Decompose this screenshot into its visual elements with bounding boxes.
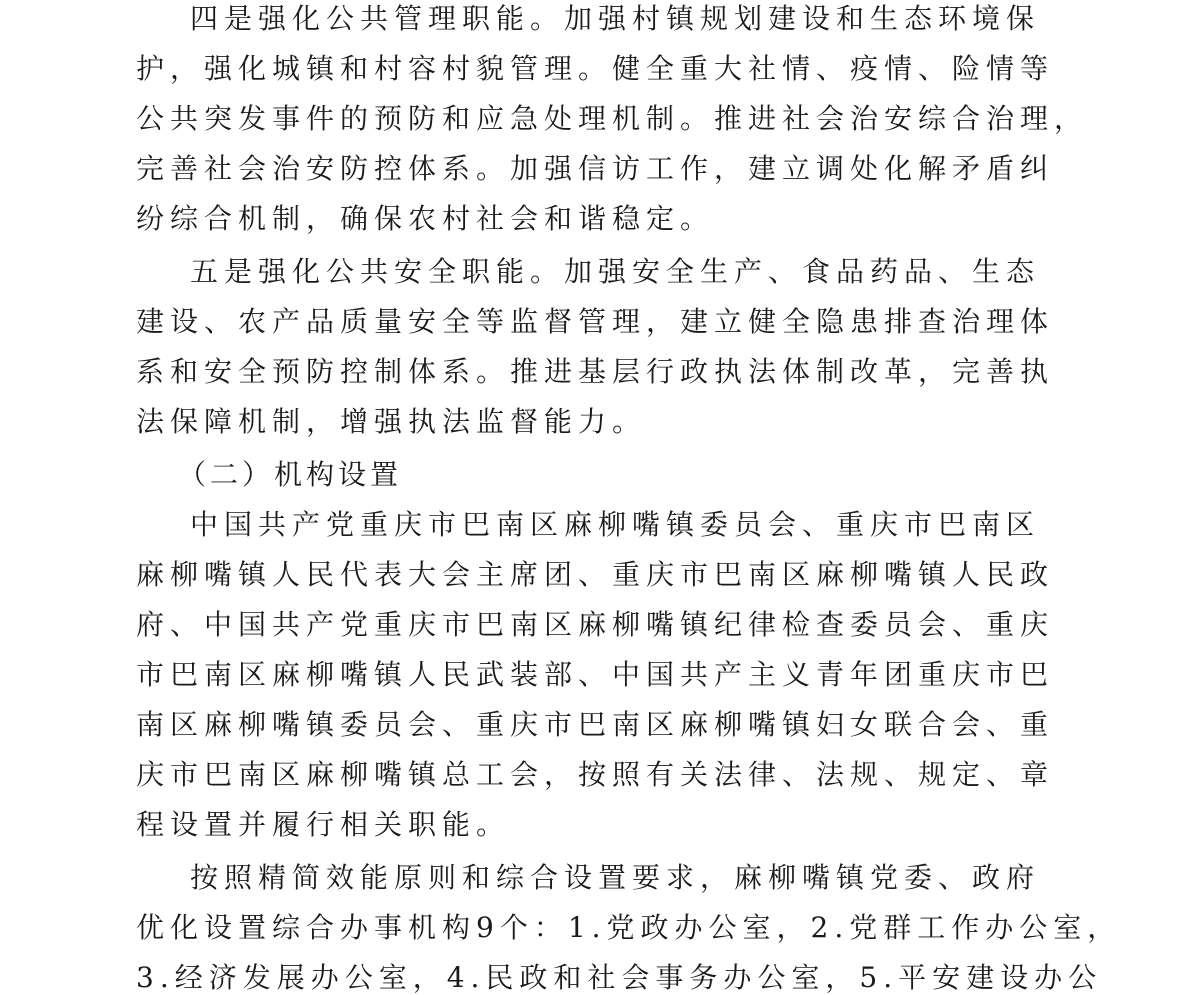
- text-line: 麻柳嘴镇人民代表大会主席团、重庆市巴南区麻柳嘴镇人民政: [136, 558, 1055, 591]
- text-line: 市巴南区麻柳嘴镇人民武装部、中国共产主义青年团重庆市巴: [136, 658, 1055, 691]
- text-line: 中国共产党重庆市巴南区麻柳嘴镇委员会、重庆市巴南区: [190, 508, 1041, 541]
- text-line: 护，强化城镇和村容村貌管理。健全重大社情、疫情、险情等: [136, 52, 1055, 85]
- text-line: 完善社会治安防控体系。加强信访工作，建立调处化解矛盾纠: [136, 152, 1055, 185]
- text-line: 公共突发事件的预防和应急处理机制。推进社会治安综合治理，: [136, 102, 1089, 135]
- text-line: 系和安全预防控制体系。推进基层行政执法体制改革，完善执: [136, 355, 1055, 388]
- text-line: 优化设置综合办事机构9个：1.党政办公室，2.党群工作办公室，: [136, 911, 1122, 944]
- text-line: 按照精简效能原则和综合设置要求，麻柳嘴镇党委、政府: [190, 861, 1041, 894]
- text-line: 程设置并履行相关职能。: [136, 808, 511, 841]
- text-line: 纷综合机制，确保农村社会和谐稳定。: [136, 202, 715, 235]
- text-line: 五是强化公共安全职能。加强安全生产、食品药品、生态: [190, 255, 1041, 288]
- text-line: 法保障机制，增强执法监督能力。: [136, 405, 647, 438]
- text-line: 府、中国共产党重庆市巴南区麻柳嘴镇纪律检查委员会、重庆: [136, 608, 1055, 641]
- text-line: 3.经济发展办公室，4.民政和社会事务办公室，5.平安建设办公: [136, 961, 1103, 994]
- text-line: 南区麻柳嘴镇委员会、重庆市巴南区麻柳嘴镇妇女联合会、重: [136, 708, 1055, 741]
- text-line: 建设、农产品质量安全等监督管理，建立健全隐患排查治理体: [136, 305, 1055, 338]
- text-line: 庆市巴南区麻柳嘴镇总工会，按照有关法律、法规、规定、章: [136, 758, 1055, 791]
- section-heading: （二）机构设置: [178, 458, 403, 491]
- text-line: 四是强化公共管理职能。加强村镇规划建设和生态环境保: [190, 2, 1041, 35]
